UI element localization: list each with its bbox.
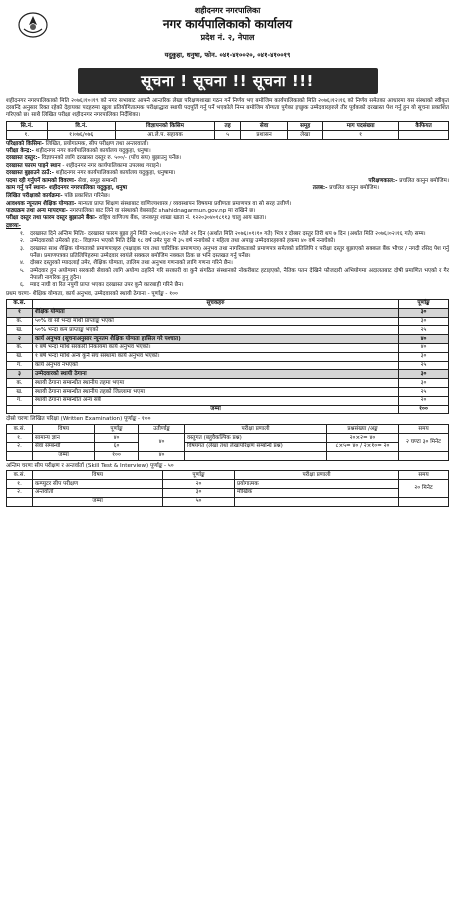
letterhead [6,4,449,62]
list-item: ४. दोब्बर दस्तुरको म्यादलाई उमेर, शैक्षिक योग्यता, तालिम तथा अनुभव गणनाको लागि गणना गरिने छैन। [20,260,233,267]
stage3-title: अन्तिम चरणः सीप परीक्षण र अन्तर्वार्ता (Skill Test & Interview) पूर्णाङ्क - ५० [6,462,174,469]
info-block [6,141,449,222]
table-row: ख. १ बर्ष भन्दा माथि अन्य कुनै संघ संस्थामा कार्य अनुभव भएको। ३० [7,352,449,361]
table-row: १. सामान्य ज्ञान ४० ४० वस्तुगत (बहुवैकल्पिक प्रश्न) २०×२= ४० २ घण्टा ३० मिनेट [7,434,449,443]
nepal-emblem-icon [18,12,48,38]
table-row: ग. स्थायी ठेगाना सम्बन्धीत अन्य सबै २० [7,396,449,405]
workplace-salary-line: काम गर्नु पर्ने स्थानः- शहीदनगर नगरपालिका यदुकुहा, धनुषा तलब:- प्रचलित कानुन बमोजिम। [6,185,379,192]
col-group: समूह [288,122,323,131]
post-table [6,121,449,140]
table-row: क. ५०% वा सो भन्दा माथी प्राप्ताङ्क भएको ३० [7,317,449,326]
municipality-name: शहीदनगर नगरपालिका [194,6,261,15]
table-row: क. स्थायी ठेगाना सम्बन्धीत स्थानीय तहमा भएमा ३० [7,379,449,388]
col-demand: माग पदसंख्या [323,122,399,131]
table-row: १ शैक्षिक योग्यता ३० [7,308,449,317]
submit-place-line: दरखास्त बुझाउने ठाउँ:- शहीदनगर नगर कार्यपालिकाको कार्यालय यदुकुहा, धनुषामा। [6,169,176,176]
table-row: १. १।०७६/०७६ आ.ले.प. सहायक ५ प्रशासन लेखा १ [7,131,449,140]
col-level: तह [215,122,241,131]
intro-paragraph: शहीदनगर नगरपालिकाको मिति २०७६।१०।१९ को नगर सभाबाट आफ्नै आन्तरिक लेखा परिक्षणशाखा गठन गर्ने निर्णय भए बमोजिम कार्यपालिकाको मिति २०७६।१२।१६ को निर्णय समेतका आधारमा यस संस्थाको स्वीकृत दरबन्दि अनुसार रिक्त रहेको देहायका पदहरुमा खुला प्रतियोगितात्मक परीक्षाद्धारा स्थायी पदपूर्ति गर्नु पर्ने भएकोले निम्न बमोजिम योग्यता पुगेका इच्छुक उम्मेदवारहरुले तीर पूर्वकको दरखास्त पेश गर्नु हुन यो सूचना प्रकाशित गरिएको छ। साथै लिखित परीक्षा शहीदनगर नगरपालिका निर्देशिका। [6,98,449,118]
table-row: क. १ बर्ष भन्दा माथि सरकारी निकायमा कार्य अनुभव भएको। ४० [7,343,449,352]
col-adv-no: वि.नं. [47,122,115,131]
exam-center-line: परीक्षा केन्द्र:- शहीदनगर नगर कार्यपालिकाको कार्यालय यदुकुहा, धनुषा। [6,147,151,154]
stage2-title: दोस्रो चरणः लिखित परिक्षा (Written Examination) पूर्णाङ्क - १०० [6,416,151,423]
col-adv-type: विज्ञापनको किसिम [115,122,214,131]
list-item: २. उम्मेदवारको उमेरको हद:- विज्ञापन भएको मिति देखि १८ वर्ष उमेर पुरा भै ३५ वर्ष ननाघेको र महिला तथा अपाङ्ग उम्मेदवारहरुको हकमा ४० वर्ष ननाघेको। [20,238,336,245]
notes-heading: द्रष्टव्यः- [6,223,21,229]
table-row: ३ उम्मेदवारको स्थायी ठेगाना ३० [7,370,449,379]
list-item: ३. दरखास्त साथ शैक्षिक योग्यताको प्रमाणपत्रहरु (पक्षाइक पत्र तथा चारित्रिक प्रमाणपत्र) अनुभव तथा नागरिकताको प्रमाणपत्र समेतको प्रतिलिपि र परीक्षा दस्तुर बुझाएको सक्कल बैंक भौचर / नगदी रसिद पेश गर्नु पर्नेछ। प्रमाणपत्रका प्रतिलिपिहरुमा उम्मेदवार स्वयंले सक्कल बमोजिम नक्कल ठिक छ भनि दस्तखत गर्नु पर्नेछ। [20,245,449,259]
min-qual-line: आवश्यक न्यूनतम शैक्षिक योग्यताः- मान्यता प्राप्त शिक्षण संस्थाबाट वाणिज्यशास्त्र / व्यवस्थापन विषयमा प्रवीणता प्रमाणपत्र वा सो सरह उत्तीर्ण। [6,200,292,207]
fee-line: दरखास्त दस्तुर:- विज्ञापनको लागि दरखास्त दस्तुर रु. ५००/- (पाँच सय) बुझाउनु पर्नेछ। [6,155,181,162]
notes-list [6,231,449,289]
bank-line: परीक्षा दस्तुर तथा फारम दस्तुर बुझाउने बैंकः- राष्ट्रिय वाणिज्य बैंक, जनकपुर शाखा खाता नं. १२२०३०४०१८११३ चालु आय खाता। [6,215,267,222]
post-table-header [7,122,449,131]
exam-type-line: परिक्षाको किसिमः- लिखित, प्रयोगात्मक, सीप परीक्षण तथा अन्तरवार्ता। [6,140,149,147]
list-item: ६. म्याद नाघी वा रित नपुगी प्राप्त भएका दरखास्त उपर कुनै कारबाही गरिने छैन। [20,282,184,289]
notice-banner: सूचना ! सूचना !! सूचना !!! [78,68,378,94]
list-item: १. दरखास्त दिने अन्तिम मितिः- दरखास्त फारम बुझा हुने मिति २०७६।१२।२० गतेले २१ दिन (अर्थात मिति २०७६।०१।१० गते) भित्र र दोब्बर दस्तुर तिरी थप ७ दिन (अर्थात मिति २०७६।०२।१६ गते) सम्म। [20,230,426,237]
table-row: ख. ५०% भन्दा कम प्राप्ताङ्क भएको २५ [7,326,449,335]
stage1-header: क.सं. सूचकहरु पूर्णाङ्क [7,299,449,308]
province-line: प्रदेश नं. २, नेपाल [200,33,255,43]
stage2-table [6,424,449,460]
office-name: नगर कार्यपालिकाको कार्यालय [162,16,293,31]
table-row: १. कम्प्युटर सीप परीक्षण २० प्रयोगात्मक २० मिनेट [7,480,449,489]
written-schedule-line: लिखित परीक्षाको कार्यक्रमः- पछि प्रकाशित गरिनेछ। [6,193,110,200]
stage2-header: क.सं. विषय पूर्णाङ्क उतीर्णाङ्क परीक्षा प्रणाली प्रश्नसंख्या /अङ्क समय [7,425,449,434]
contact-line: यदुकुहा, धनुषा, फोन. ०४१-४१००२०, ०४१-४१००१९ [164,51,291,59]
table-row: २ कार्य अनुभव (सूचनाअनुसार न्यूनतम शैक्षिक योग्यता हासिल गरे पश्चात) ४० [7,335,449,344]
stage1-title: प्रथम चरणः- शैक्षिक योग्यता, कार्य अनुभव, उम्मेदवारको स्थायी ठेगाना - पूर्णाङ्क - १०० [6,291,178,298]
col-sn: सि.नं. [7,122,48,131]
col-service: सेवा [241,122,288,131]
stage2-total-row: जम्मा १०० ४० [7,451,449,460]
stage1-total-row: जम्मा १०० [7,405,449,414]
table-row: ख. स्थायी ठेगाना सम्बन्धीत स्थानीय तहको जिल्लामा भएमा २५ [7,388,449,397]
table-row: २. सेवा सम्बन्धी ६० विषयगत (लेखा तथा लेखापरिक्षण सम्बन्धि प्रश्न) ८×५= ४० / २×१०= २० [7,442,449,451]
list-item: ५. उम्मेदवार हुन अयोग्यमा सरकारी सेवाको लागि अयोग्य ठहरिने गरि सरकारी वा कुनै संगठित संस्थानको नोकरीबाट हटाइएको, नैतिक पतन देखिने फौजदारी अभियोगमा अदालतबाट दोषी प्रमाणित भएको र गैर नेपाली नागरिक हुनु हुदैन। [20,267,449,281]
stage3-header: क.सं. विषय पूर्णाङ्क परीक्षा प्रणाली समय [7,471,449,480]
table-row: ग. कार्य अनुभव नभएको २५ [7,361,449,370]
syllabus-line: पाठ्यक्रम तथा अन्य मापदण्डः- नगरपालिका बाट लिने वा संस्थाको वेबसाईट shahidnagarmun.gov.np मा राखिने छ। [6,207,256,214]
duty-probation-line: पदमा रही गर्नुपर्ने कामको विवरणः- सेवा, समूह सम्बन्धी परिक्षणकाल:- प्रचलित कानुन बमोजिम। [6,177,449,184]
form-place-line: दरखास्त फारम पाइने स्थान - शहीदनगर नगर कार्यपालिकामा उपलब्ध गराइने। [6,162,162,169]
table-row: २. अन्तर्वार्ता ३० मौखिक [7,488,449,497]
col-remarks: कैफियत [399,122,449,131]
stage1-table [6,299,449,415]
stage3-total-row: जम्मा ५० [7,497,449,506]
stage3-table [6,470,449,506]
